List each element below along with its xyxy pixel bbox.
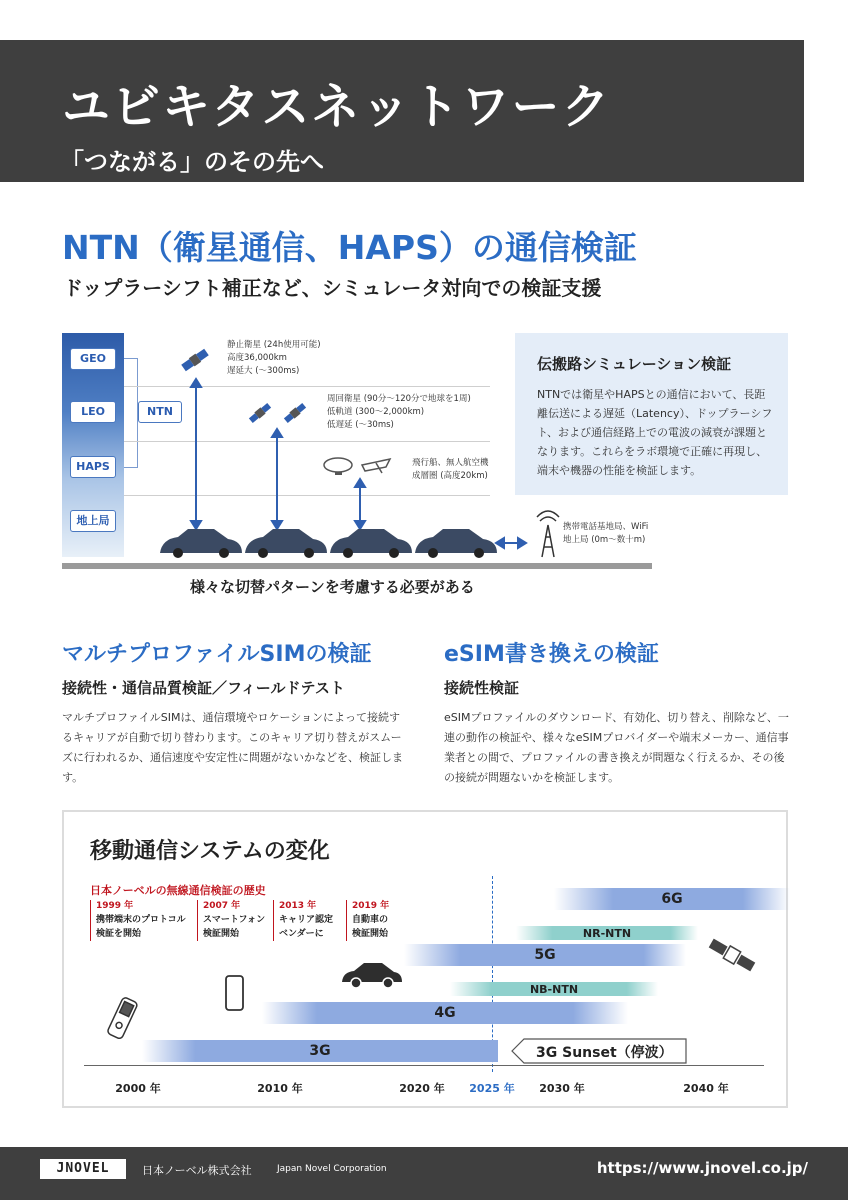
multi-sim-subtitle: 接続性・通信品質検証／フィールドテスト — [62, 679, 345, 697]
timeline-axis — [84, 1065, 764, 1066]
3g-sunset-label: 3G Sunset（停波） — [510, 1038, 688, 1064]
bar-nb-ntn: NB-NTN — [450, 982, 658, 996]
bar-nr-ntn: NR-NTN — [516, 926, 698, 940]
bar-4g: 4G — [262, 1002, 628, 1024]
layer-geo: GEO — [70, 348, 116, 370]
ntn-subtitle: ドップラーシフト補正など、シミュレータ対向での検証支援 — [63, 276, 602, 300]
layer-haps: HAPS — [70, 456, 116, 478]
ntn-title: NTN（衛星通信、HAPS）の通信検証 — [62, 228, 637, 267]
tick-2040: 2040 年 — [683, 1082, 729, 1095]
drone-icon — [362, 459, 390, 473]
leo-description: 周回衛星 (90分〜120分で地球を1周) 低軌道 (300〜2,000km) 低遅延 (〜30ms) — [327, 394, 471, 430]
footer — [0, 1147, 848, 1200]
haps-description: 飛行船、無人航空機 成層圏 (高度20km) — [412, 458, 489, 481]
tick-2000: 2000 年 — [115, 1082, 161, 1095]
leo-satellite-icon — [283, 402, 307, 424]
satellite-icon — [704, 932, 760, 978]
simulation-box — [515, 333, 788, 495]
evolution-panel — [62, 810, 788, 1108]
esim-body: eSIMプロファイルのダウンロード、有効化、切り替え、削除など、一連の動作の検証や、様々なeSIMプロバイダーや端末メーカー、通信事業者との間で、プロファイルの書き換えが問題なく行えるか、その後の接続が問題ないかを検証します。 — [444, 711, 789, 784]
car-icon — [160, 529, 242, 558]
milestone-2019: 2019 年 自動車の 検証開始 — [346, 900, 420, 941]
bar-5g: 5G — [404, 944, 686, 966]
flip-phone-icon — [102, 994, 142, 1044]
milestone-1999: 1999 年 携帯端末のプロトコル 検証を開始 — [90, 900, 164, 941]
geo-description: 静止衛星 (24h使用可能) 高度36,000km 遅延大 (〜300ms) — [227, 340, 321, 376]
layer-column — [62, 333, 124, 557]
page-title: ユビキタスネットワーク — [62, 79, 612, 135]
bar-6g: 6G — [554, 888, 790, 910]
car-icon — [415, 529, 497, 558]
ground-description: 携帯電話基地局、WiFi 地上局 (0m〜数十m) — [563, 522, 649, 545]
layer-leo: LEO — [70, 401, 116, 423]
company-logo: JNOVEL — [40, 1159, 126, 1179]
esim-title: eSIM書き換えの検証 — [444, 642, 659, 667]
history-title: 日本ノーベルの無線通信検証の歴史 — [90, 884, 266, 897]
multi-sim-body: マルチプロファイルSIMは、通信環境やロケーションによって接続するキャリアが自動で切り替わります。このキャリア切り替えがスムーズに行われるか、通信速度や安定性に問題がないかなどを、検証します。 — [62, 711, 403, 784]
milestone-2013: 2013 年 キャリア認定 ベンダーに — [273, 900, 347, 941]
tower-icon — [537, 511, 559, 557]
multi-sim-title: マルチプロファイルSIMの検証 — [62, 642, 372, 667]
company-name: 日本ノーベル株式会社 — [142, 1164, 252, 1177]
car-icon — [245, 529, 327, 558]
airship-icon — [324, 458, 352, 475]
tick-2020: 2020 年 — [399, 1082, 445, 1095]
simulation-title: 伝搬路シミュレーション検証 — [537, 355, 732, 373]
smartphone-icon — [224, 974, 246, 1012]
evolution-title: 移動通信システムの変化 — [90, 839, 330, 864]
ground-line — [62, 563, 652, 569]
tick-2025: 2025 年 — [469, 1082, 515, 1095]
leo-satellite-icon — [248, 402, 272, 424]
ntn-bracket — [124, 358, 138, 468]
header-banner — [0, 40, 804, 182]
company-name-en: Japan Novel Corporation — [277, 1164, 387, 1174]
esim-subtitle: 接続性検証 — [444, 679, 520, 697]
ntn-badge: NTN — [138, 401, 182, 423]
tick-2030: 2030 年 — [539, 1082, 585, 1095]
car-side-icon — [340, 960, 404, 990]
geo-satellite-icon — [181, 348, 210, 372]
layer-ground: 地上局 — [70, 510, 116, 532]
car-icon — [330, 529, 412, 558]
page-subtitle: 「つながる」のその先へ — [60, 148, 324, 176]
simulation-body: NTNでは衛星やHAPSとの通信において、長距離伝送による遅延（Latency）、ドップラーシフト、および通信経路上での電波の減衰が課題となります。これらをラボ環境で正確に再現し、端末や機器の性能を検証します。 — [537, 388, 773, 477]
website-link[interactable]: https://www.jnovel.co.jp/ — [596, 1159, 808, 1177]
milestone-2007: 2007 年 スマートフォン 検証開始 — [197, 900, 271, 941]
tick-2010: 2010 年 — [257, 1082, 303, 1095]
bar-3g: 3G — [142, 1040, 498, 1062]
switching-caption: 様々な切替パターンを考慮する必要がある — [190, 578, 475, 596]
